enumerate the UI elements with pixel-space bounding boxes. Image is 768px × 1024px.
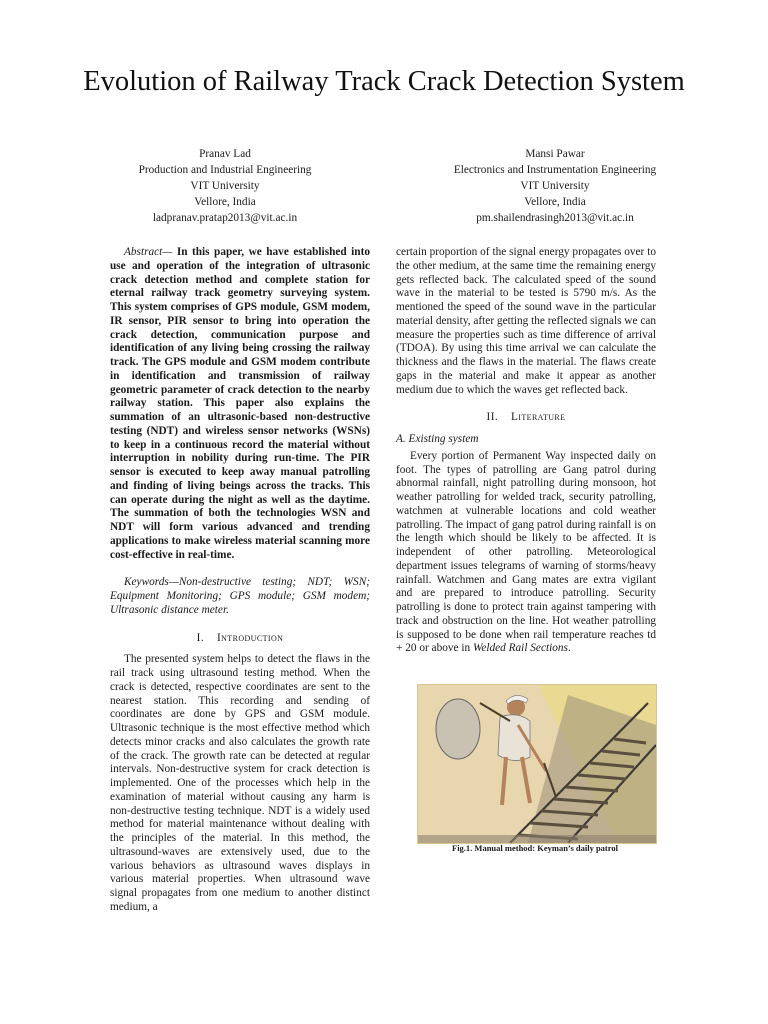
section-title: Literature bbox=[511, 411, 566, 424]
abstract-text: In this paper, we have established into use and operation of the integration of ultrasonic crack detection method and complete station for eternal railway track geometry surveying system. This system comprises of GPS module, GSM modem, IR sensor, PIR sensor to bring into operation the crack detection, communication purpose and identification of any living being crossing the railway track. The GPS module and GSM modem contribute in identification and transmission of railway geometric parameter of crack detection to the nearby railway station. This paper also explains the summation of an ultrasonic-based non-destructive testing (NDT) and wireless sensor networks (WSNs) to keep in a continuous record the material without interruption in nobility during run-time. The PIR sensor is executed to keep away manual patrolling and finding of living beings across the tracks. This can operate during the night as well as the daytime. The summation of both the technologies WSN and NDT will form various advanced and trending applications to make wireless material scanning more cost-effective in real-time. bbox=[110, 246, 370, 561]
abstract bbox=[110, 246, 370, 562]
section-number: II. bbox=[486, 411, 499, 424]
figure-caption: Fig.1. Manual method: Keyman’s daily patrol bbox=[452, 843, 618, 853]
paper-title: Evolution of Railway Track Crack Detection System bbox=[83, 66, 685, 97]
author-block-1 bbox=[105, 146, 345, 226]
right-column bbox=[396, 246, 656, 656]
author-email: ladpranav.pratap2013@vit.ac.in bbox=[152, 212, 298, 224]
author-location: Vellore, India bbox=[194, 196, 256, 208]
section-heading-literature bbox=[396, 411, 656, 425]
author-email: pm.shailendrasingh2013@vit.ac.in bbox=[476, 212, 634, 224]
author-block-2 bbox=[435, 146, 675, 226]
author-name: Pranav Lad bbox=[199, 148, 251, 160]
left-column bbox=[110, 246, 370, 915]
section-heading-introduction bbox=[110, 632, 370, 646]
subsection-heading: A. Existing system bbox=[396, 433, 479, 445]
keyman-illustration bbox=[418, 685, 656, 843]
author-university: VIT University bbox=[520, 180, 590, 192]
literature-emphasis: Welded Rail Sections bbox=[472, 642, 568, 655]
author-location: Vellore, India bbox=[524, 196, 586, 208]
abstract-label: Abstract— bbox=[124, 246, 173, 258]
author-name: Mansi Pawar bbox=[525, 148, 585, 160]
figure-keyman-illustration bbox=[417, 684, 657, 844]
continuation-paragraph: certain proportion of the signal energy propagates over to the other medium, at the same time the remaining energy gets reflected back. The calculated speed of the sound wave in the material to be tested is 5790 m/s. As the mentioned the speed of the sound wave in the particular material density, after getting the reflected signals we can measure the properties such as time difference of arrival (TDOA). By using this time arrival we can calculate the thickness and the flaws in the material. The flaws create gaps in the material and make it appear as another medium due to which the waves get reflected back. bbox=[396, 246, 656, 396]
author-department: Electronics and Instrumentation Engineering bbox=[453, 164, 657, 176]
section-number: I. bbox=[196, 631, 205, 644]
section-title: Introduction bbox=[216, 631, 284, 644]
author-department: Production and Industrial Engineering bbox=[138, 164, 312, 176]
author-university: VIT University bbox=[190, 180, 260, 192]
literature-end: . bbox=[567, 642, 571, 655]
literature-paragraph bbox=[396, 450, 656, 656]
literature-text: Every portion of Permanent Way inspected daily on foot. The types of patrolling are Gang patrol during abnormal rainfall, night patrolling during monsoon, hot weather patrolling for welded track, security patrolling, watchmen at vulnerable locations and cold weather patrolling. The impact of gang patrol during rainfall is on the length which should be likely to be affected. It is independent of other patrolling. Meteorological department issues telegrams of warning of storms/heavy rainfall. Watchmen and Gang mates are extra vigilant and are prepared to introduce patrolling. Security patrolling is done to protect train against tampering with track and obstruction on the line. Hot weather patrolling is supposed to be done when rail temperature reaches td + 20 or above in bbox=[396, 449, 656, 655]
introduction-paragraph: The presented system helps to detect the flaws in the rail track using ultrasound testing method. When the crack is detected, respective coordinates are sent to the nearest station. This recording and sending of coordinates are done by GPS and GSM module. Ultrasonic technique is the most effective method which detects minor cracks and also calculates the growth rate of the crack. The growth rate can be detected at regular intervals. Non-destructive system for crack detection is implemented. One of the processes which help in the examination of material without causing any harm is non-destructive testing technique. NDT is a widely used method for material maintenance without dealing with the principles of the material. In this method, the ultrasound-waves are extensively used, due to the various behaviors as ultrasound waves displays in various material properties. When ultrasound wave signal propagates from one medium to another distinct medium, a bbox=[110, 653, 370, 913]
keywords: Keywords—Non-destructive testing; NDT; WSN; Equipment Monitoring; GPS module; GSM modem; Ultrasonic distance meter. bbox=[110, 576, 370, 616]
